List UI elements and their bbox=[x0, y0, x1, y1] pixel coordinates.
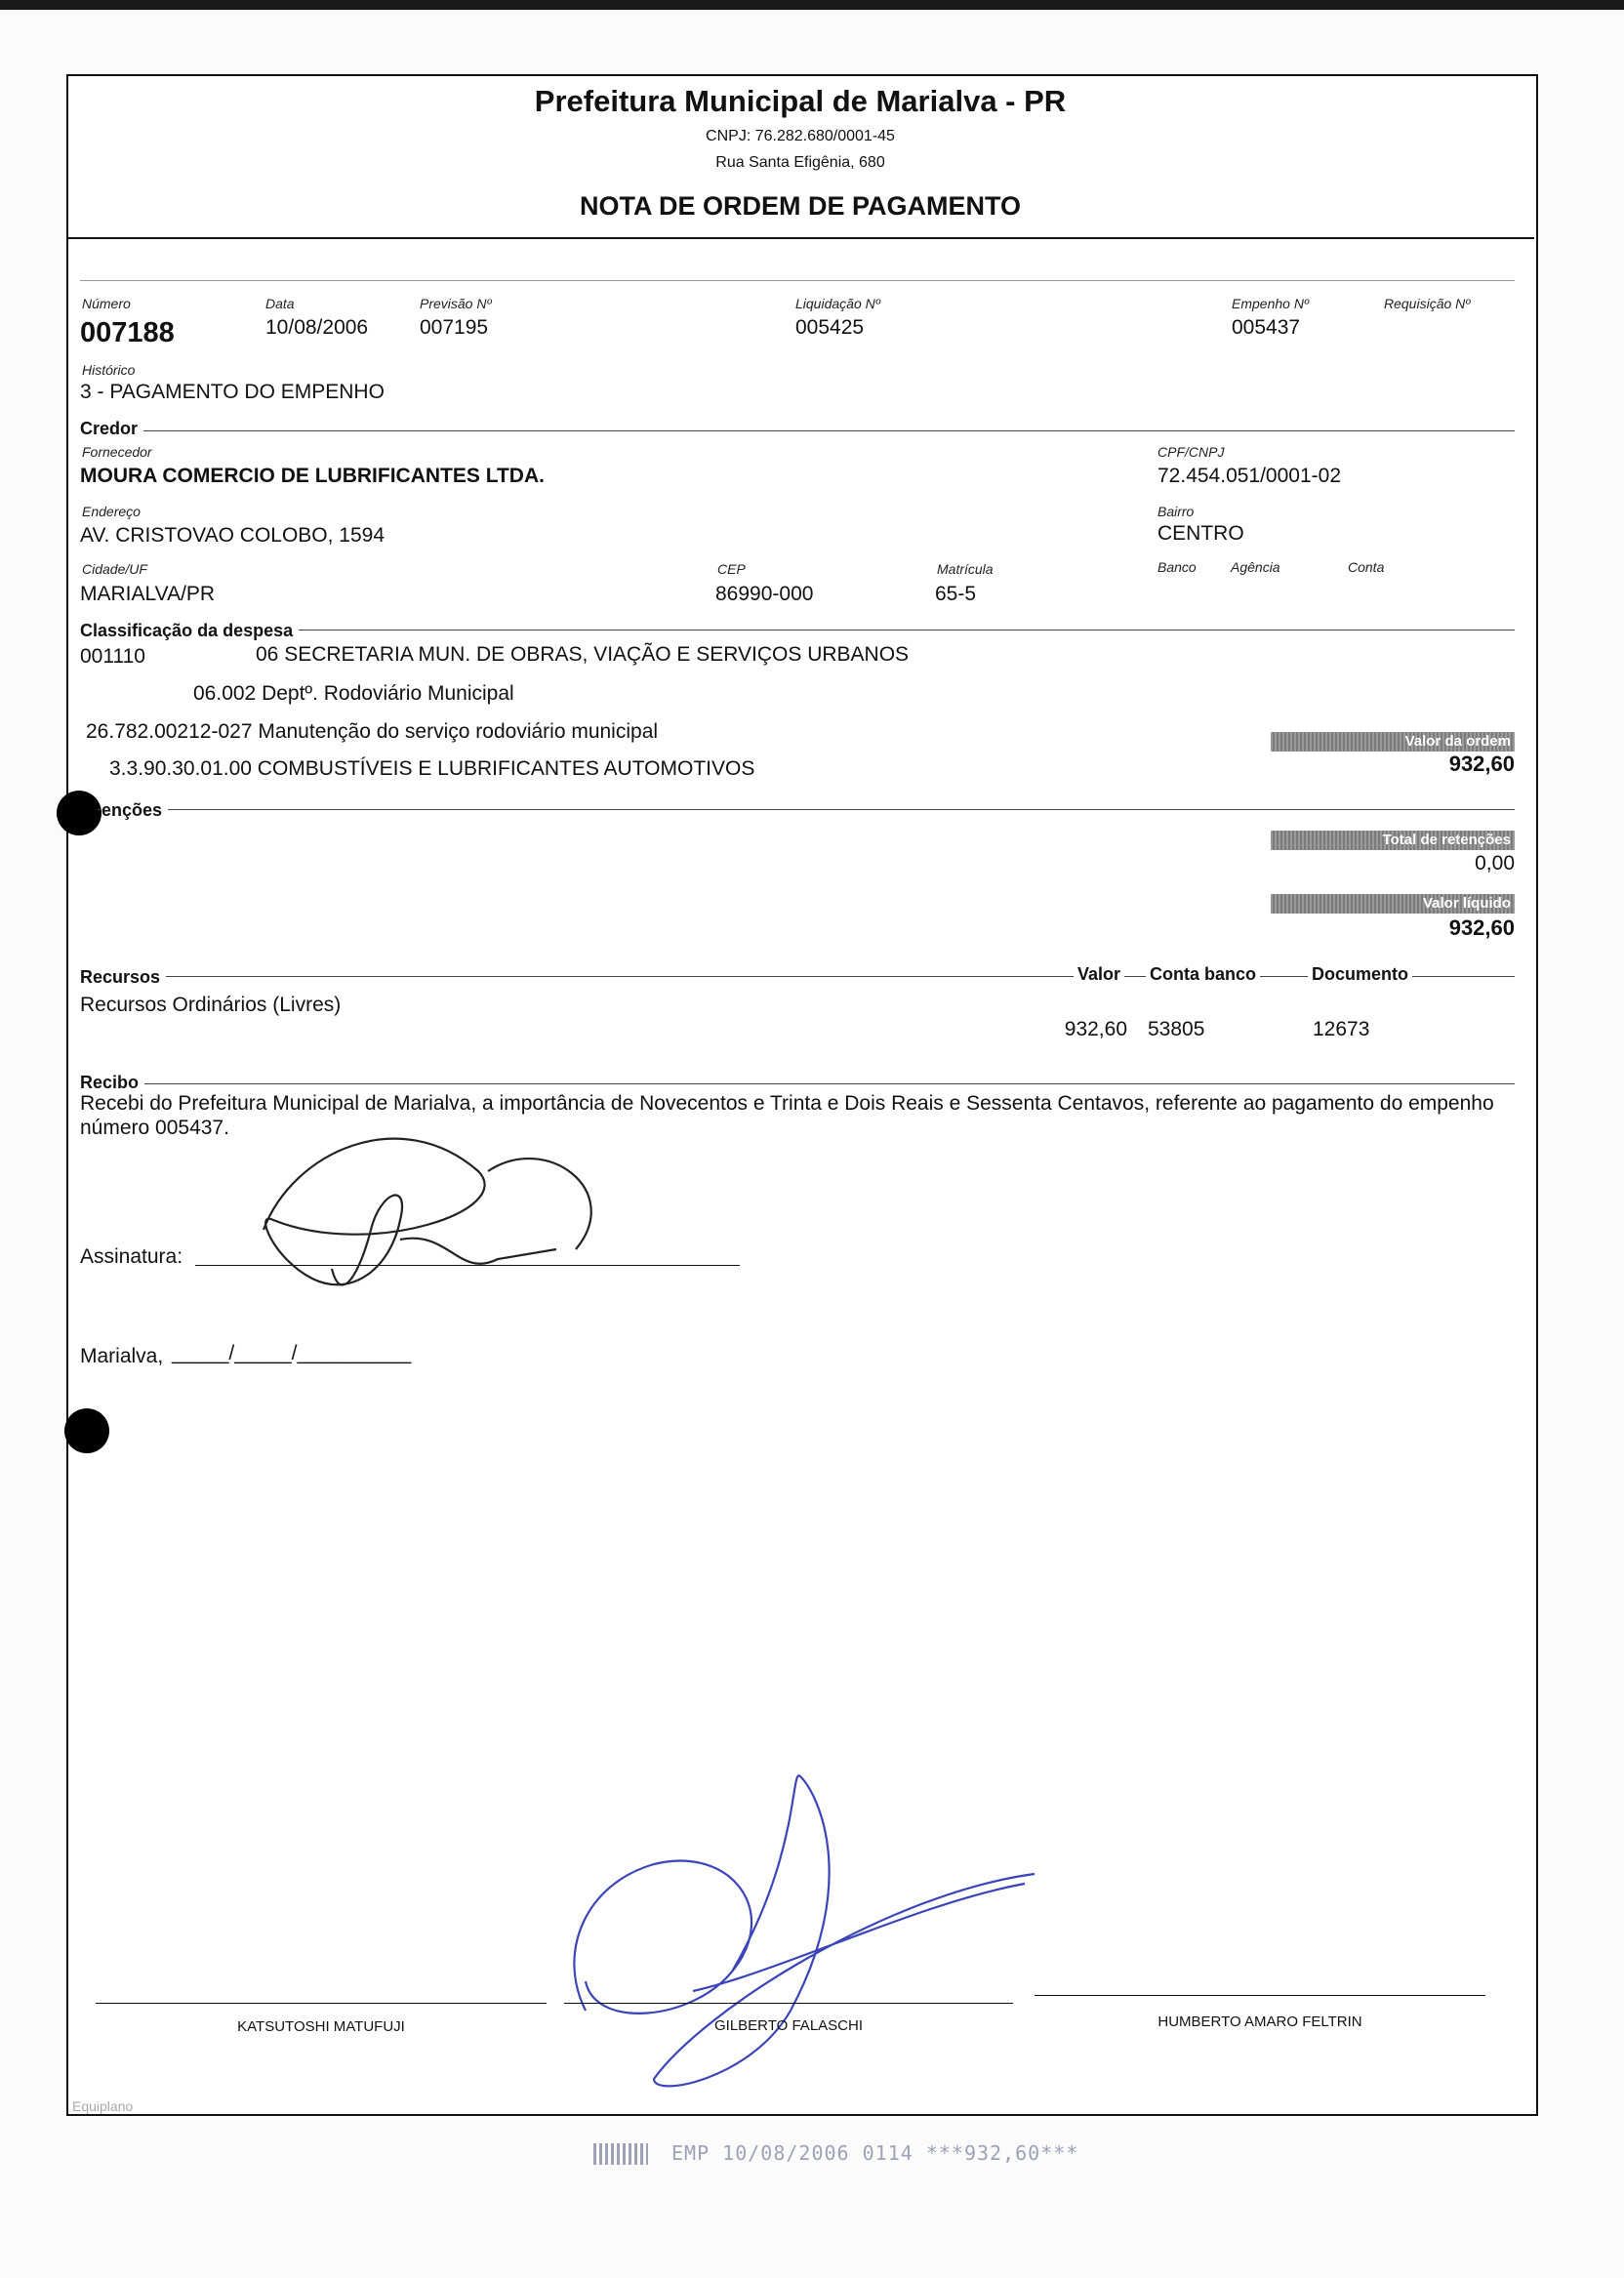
endereco-value: AV. CRISTOVAO COLOBO, 1594 bbox=[80, 524, 386, 547]
cidade-label: Cidade/UF bbox=[82, 561, 147, 577]
previsao-label: Previsão Nº bbox=[420, 296, 492, 311]
recursos-valor: 932,60 bbox=[1064, 1018, 1127, 1040]
signatory-2: GILBERTO FALASCHI bbox=[714, 2017, 863, 2034]
unidade-text: 06.002 Deptº. Rodoviário Municipal bbox=[193, 682, 514, 705]
cidade-value: MARIALVA/PR bbox=[80, 583, 216, 605]
requisicao-label: Requisição Nº bbox=[1384, 296, 1471, 311]
cpf-value: 72.454.051/0001-02 bbox=[1157, 465, 1342, 487]
classificacao-code: 001110 bbox=[80, 645, 145, 668]
cnpj-text: CNPJ: 76.282.680/0001-45 bbox=[706, 128, 895, 144]
scan-edge bbox=[0, 0, 1624, 10]
bottom-signature-scribble bbox=[547, 1757, 1054, 2098]
cep-value: 86990-000 bbox=[715, 583, 814, 605]
recursos-valor-header: Valor bbox=[1074, 964, 1124, 985]
endereco-label: Endereço bbox=[82, 504, 141, 519]
classificacao-section-label: Classificação da despesa bbox=[80, 621, 299, 641]
ids-top-rule bbox=[80, 280, 1515, 281]
recursos-rule bbox=[80, 976, 1515, 977]
recursos-conta: 53805 bbox=[1148, 1018, 1205, 1040]
recursos-conta-header: Conta banco bbox=[1146, 964, 1260, 985]
data-value: 10/08/2006 bbox=[265, 316, 369, 339]
agencia-label: Agência bbox=[1231, 559, 1280, 575]
total-retencoes-label: Total de retenções bbox=[1271, 831, 1515, 850]
punch-hole-marker-2 bbox=[64, 1408, 109, 1453]
local-text: Marialva, bbox=[80, 1345, 164, 1367]
credor-rule bbox=[80, 430, 1515, 431]
historico-label: Histórico bbox=[82, 362, 136, 378]
cep-label: CEP bbox=[717, 561, 746, 577]
valor-liquido-label: Valor líquido bbox=[1271, 894, 1515, 914]
recursos-documento-header: Documento bbox=[1308, 964, 1412, 985]
signature-line-1 bbox=[96, 2003, 547, 2004]
cpf-label: CPF/CNPJ bbox=[1157, 444, 1225, 460]
liquidacao-label: Liquidação Nº bbox=[795, 296, 880, 311]
signatory-3: HUMBERTO AMARO FELTRIN bbox=[1157, 2014, 1362, 2030]
bank-stamp-text: EMP 10/08/2006 0114 ***932,60*** bbox=[671, 2141, 1079, 2165]
bank-stamp-icon bbox=[593, 2143, 648, 2165]
empenho-value: 005437 bbox=[1232, 316, 1301, 339]
document-title: NOTA DE ORDEM DE PAGAMENTO bbox=[579, 191, 1021, 221]
recibo-text: Recebi do Prefeitura Municipal de Marialva, a importância de Novecentos e Trinta e Dois Reais e Sessenta Centavos, referente ao pagamento do empenho número 005437. bbox=[80, 1092, 1494, 1139]
recursos-documento: 12673 bbox=[1313, 1018, 1370, 1040]
bairro-value: CENTRO bbox=[1157, 522, 1244, 545]
matricula-label: Matrícula bbox=[937, 561, 994, 577]
total-retencoes-value: 0,00 bbox=[1475, 852, 1515, 875]
liquidacao-value: 005425 bbox=[795, 316, 865, 339]
elemento-text: 3.3.90.30.01.00 COMBUSTÍVEIS E LUBRIFICANTES AUTOMOTIVOS bbox=[109, 757, 755, 780]
signatory-1: KATSUTOSHI MATUFUJI bbox=[237, 2018, 405, 2035]
receipt-signature-scribble bbox=[254, 1113, 615, 1318]
recibo-rule bbox=[80, 1083, 1515, 1084]
fornecedor-label: Fornecedor bbox=[82, 444, 152, 460]
punch-hole-marker bbox=[57, 791, 102, 835]
retencoes-section-label: enções bbox=[102, 800, 168, 821]
data-label: Data bbox=[265, 296, 295, 311]
valor-ordem-value: 932,60 bbox=[1448, 752, 1515, 776]
recibo-section-label: Recibo bbox=[80, 1073, 144, 1093]
orgao-text: 06 SECRETARIA MUN. DE OBRAS, VIAÇÃO E SERVIÇOS URBANOS bbox=[256, 643, 910, 666]
empenho-label: Empenho Nº bbox=[1232, 296, 1310, 311]
date-blank: _____/_____/__________ bbox=[172, 1342, 412, 1364]
signature-line-2 bbox=[564, 2003, 1013, 2004]
conta-label: Conta bbox=[1348, 559, 1385, 575]
fornecedor-value: MOURA COMERCIO DE LUBRIFICANTES LTDA. bbox=[80, 465, 545, 487]
retencoes-rule bbox=[98, 809, 1515, 810]
numero-value: 007188 bbox=[80, 317, 175, 348]
software-watermark: Equiplano bbox=[72, 2098, 134, 2114]
previsao-value: 007195 bbox=[420, 316, 489, 339]
bairro-label: Bairro bbox=[1157, 504, 1195, 519]
assinatura-label: Assinatura: bbox=[80, 1245, 183, 1268]
address-text: Rua Santa Efigênia, 680 bbox=[715, 154, 885, 171]
valor-liquido-value: 932,60 bbox=[1448, 915, 1515, 940]
banco-label: Banco bbox=[1157, 559, 1197, 575]
header-separator bbox=[66, 237, 1534, 239]
valor-ordem-label: Valor da ordem bbox=[1271, 732, 1515, 752]
matricula-value: 65-5 bbox=[935, 583, 977, 605]
recursos-section-label: Recursos bbox=[80, 967, 166, 988]
signature-line-3 bbox=[1035, 1995, 1485, 1996]
credor-section-label: Credor bbox=[80, 419, 143, 439]
numero-label: Número bbox=[82, 296, 131, 311]
page-title: Prefeitura Municipal de Marialva - PR bbox=[534, 84, 1067, 118]
recursos-fonte: Recursos Ordinários (Livres) bbox=[80, 994, 342, 1016]
historico-value: 3 - PAGAMENTO DO EMPENHO bbox=[80, 381, 385, 403]
funcional-text: 26.782.00212-027 Manutenção do serviço rodoviário municipal bbox=[86, 720, 659, 743]
